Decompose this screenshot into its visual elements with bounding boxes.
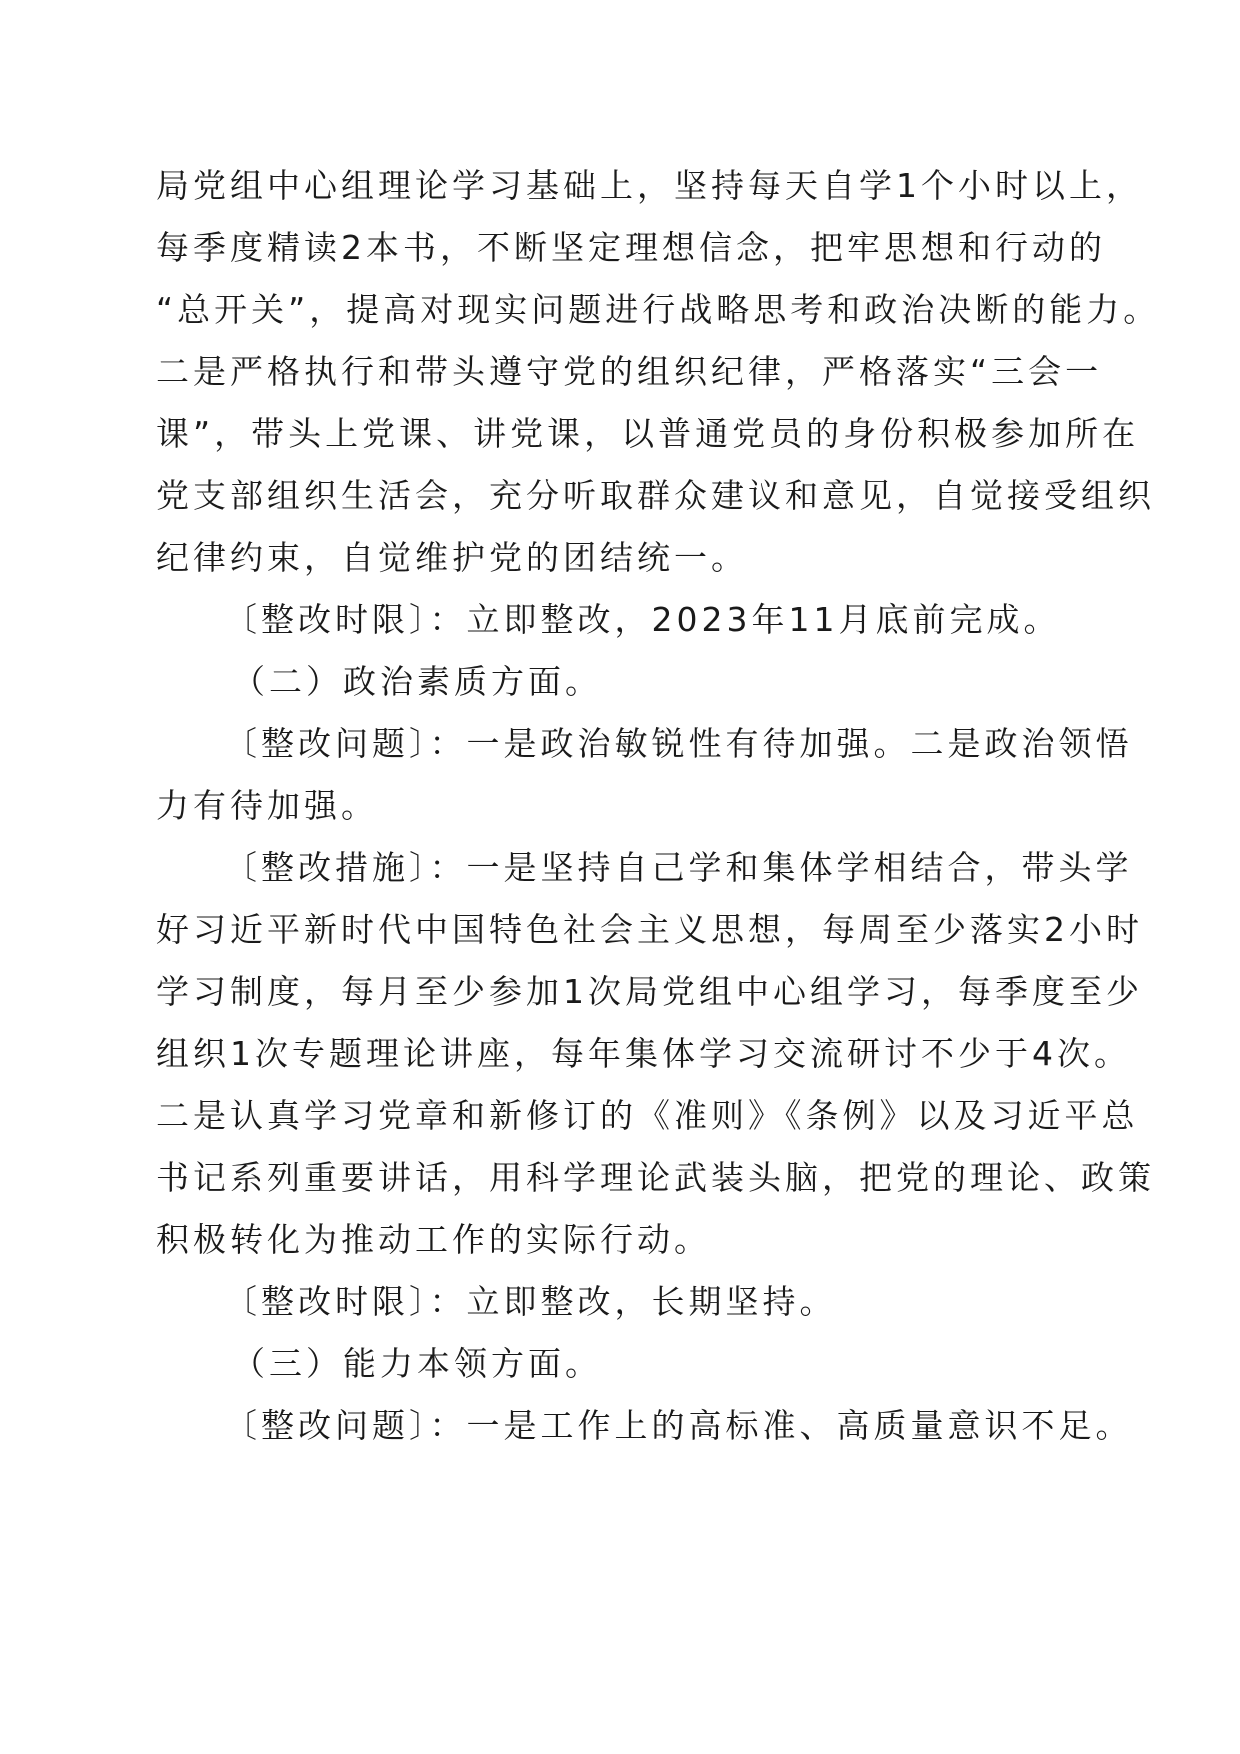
rectification-deadline: 〔整改时限〕：立即整改，2023年11月底前完成。 [224,600,1061,639]
paragraph-line: 每季度精读2本书，不断坚定理想信念，把牢思想和行动的 [156,228,1106,267]
paragraph-line: 力有待加强。 [156,786,378,825]
paragraph-line: 二是认真学习党章和新修订的《准则》《条例》以及习近平总 [156,1096,1139,1135]
paragraph-line: 课”，带头上党课、讲党课，以普通党员的身份积极参加所在 [156,414,1140,453]
paragraph-line: 二是严格执行和带头遵守党的组织纪律，严格落实“三会一 [156,352,1103,391]
section-heading: （二）政治素质方面。 [232,662,602,701]
paragraph-line: 书记系列重要讲话，用科学理论武装头脑，把党的理论、政策 [156,1158,1155,1197]
paragraph-line: 纪律约束，自觉维护党的团结统一。 [156,538,748,577]
rectification-issue: 〔整改问题〕：一是政治敏锐性有待加强。二是政治领悟 [224,724,1133,763]
paragraph-line: 党支部组织生活会，充分听取群众建议和意见，自觉接受组织 [156,476,1155,515]
paragraph-line: 学习制度，每月至少参加1次局党组中心组学习，每季度至少 [156,972,1143,1011]
paragraph-line: 好习近平新时代中国特色社会主义思想，每周至少落实2小时 [156,910,1143,949]
paragraph-line: “总开关”，提高对现实问题进行战略思考和政治决断的能力。 [156,290,1161,329]
section-heading: （三）能力本领方面。 [232,1344,602,1383]
paragraph-line: 组织1次专题理论讲座，每年集体学习交流研讨不少于4次。 [156,1034,1131,1073]
rectification-issue: 〔整改问题〕：一是工作上的高标准、高质量意识不足。 [224,1406,1133,1445]
paragraph-line: 局党组中心组理论学习基础上，坚持每天自学1个小时以上， [156,166,1143,205]
rectification-measure: 〔整改措施〕：一是坚持自己学和集体学相结合，带头学 [224,848,1133,887]
rectification-deadline: 〔整改时限〕：立即整改，长期坚持。 [224,1282,837,1321]
paragraph-line: 积极转化为推动工作的实际行动。 [156,1220,711,1259]
